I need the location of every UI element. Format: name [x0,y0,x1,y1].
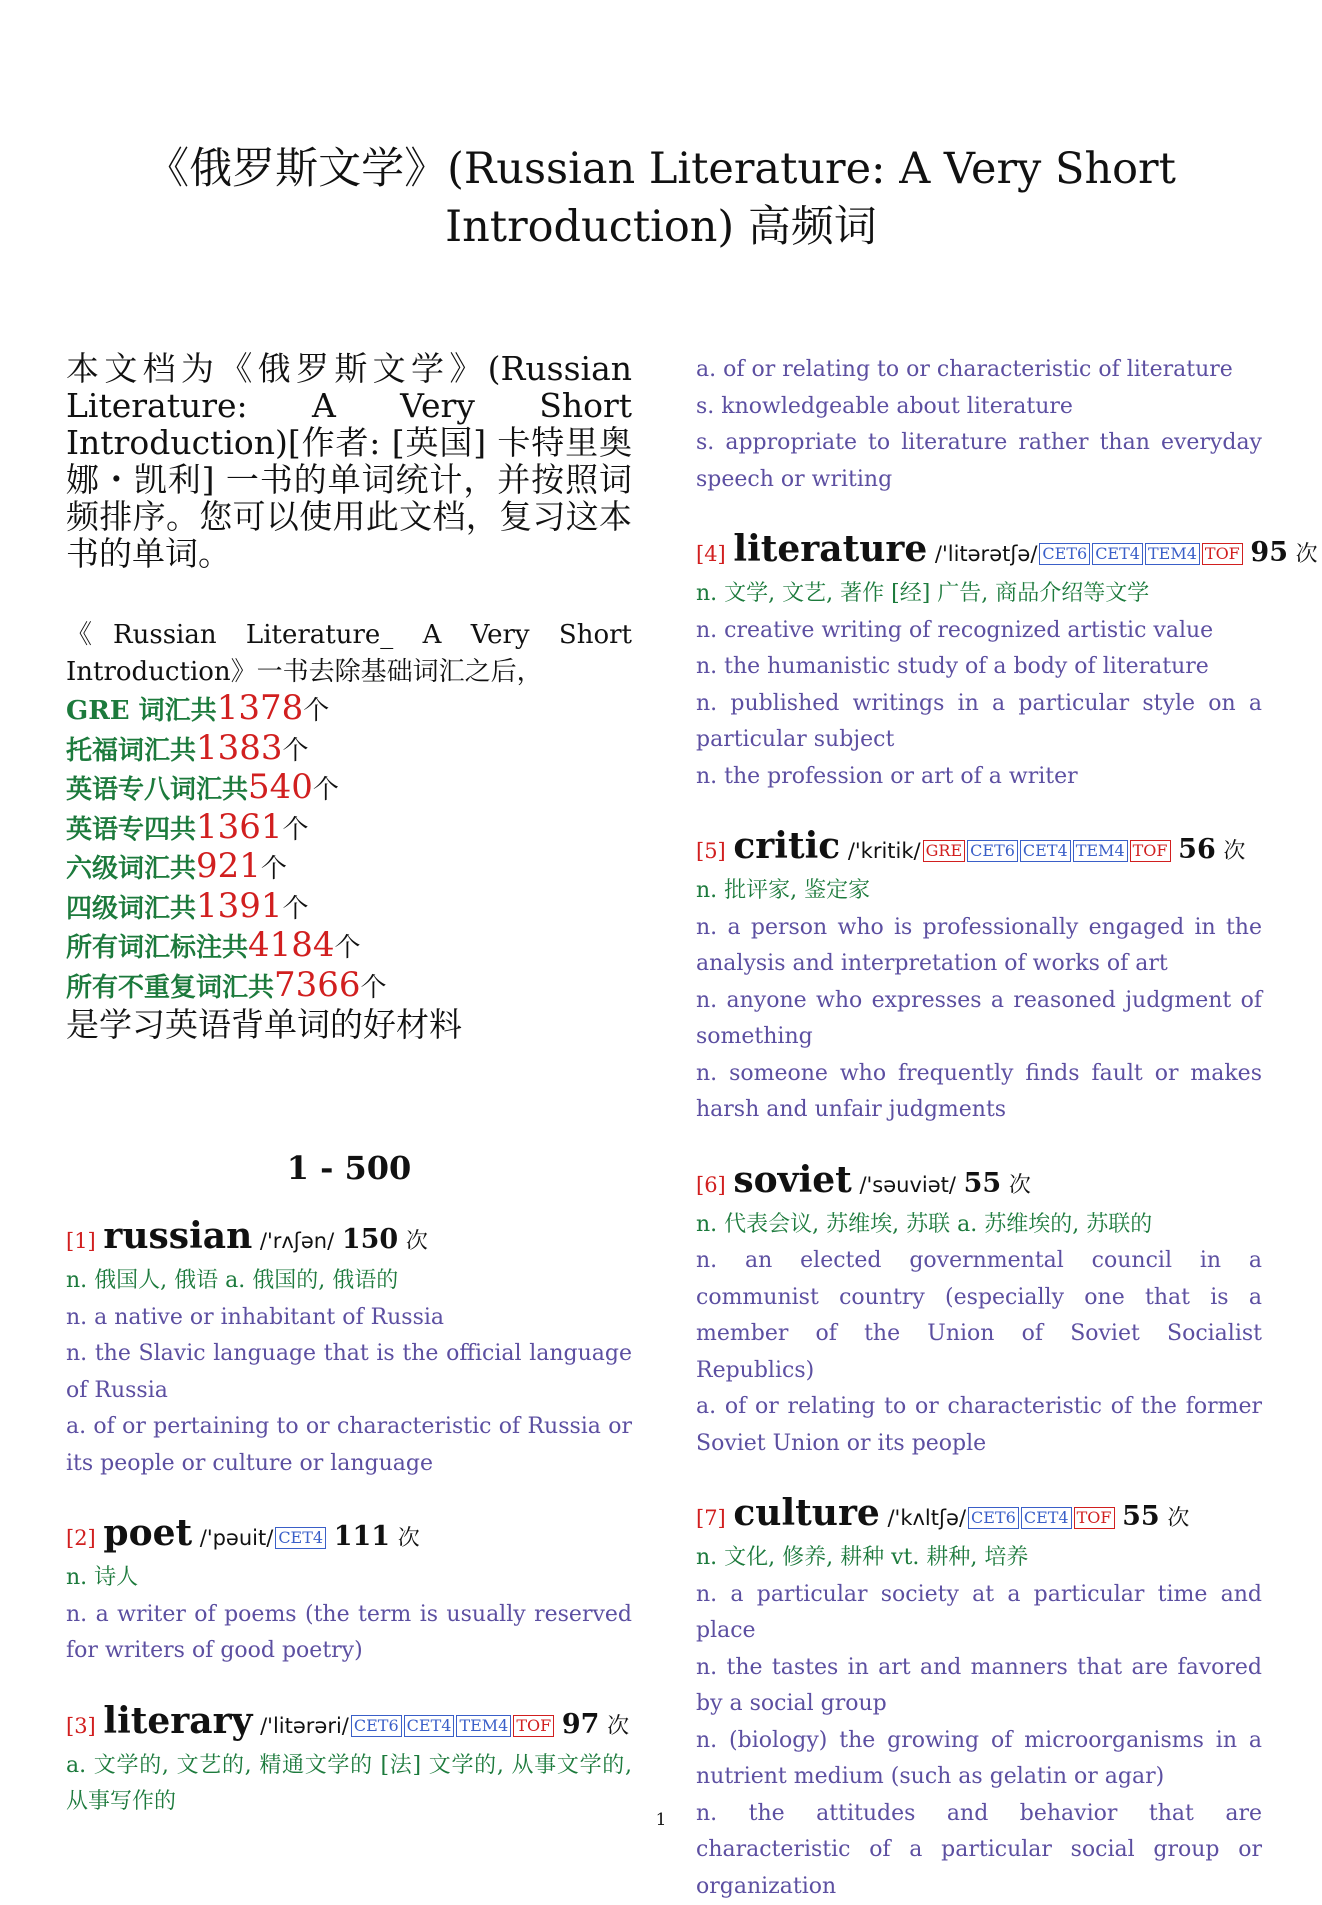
entry-frequency: 95 [1250,537,1288,568]
word-entry [696,1492,1262,1905]
exam-badge: TOF [1202,543,1243,565]
exam-badge: CET4 [1092,543,1143,565]
frequency-unit: 次 [1296,542,1318,567]
stat-unit: 个 [283,736,309,766]
entry-index: [4] [696,542,726,566]
word-entry [696,528,1262,795]
entry-index: [5] [696,839,726,863]
left-column [66,350,632,1821]
english-definition: n. (biology) the growing of microorganisms in a nutrient medium (such as gelatin or agar) [696,1723,1262,1796]
entry-phonetic: /'litərəri/ [260,1714,349,1738]
stat-line [66,769,632,809]
entry-frequency: 56 [1178,834,1216,865]
stat-label: 四级词汇共 [66,894,196,924]
stat-line [66,848,632,888]
stat-count: 1391 [196,886,283,926]
page-title: 《俄罗斯文学》(Russian Literature: A Very Short Introduction) 高频词 [60,140,1262,257]
chinese-definition: n. 诗人 [66,1560,632,1597]
word-entry [66,1700,632,1821]
entry-index: [3] [66,1714,96,1738]
stat-unit: 个 [303,696,329,726]
stat-unit: 个 [313,775,339,805]
entry-phonetic: /'rʌʃən/ [260,1229,334,1253]
exam-badge: CET4 [1021,1507,1072,1529]
english-definition: n. someone who frequently finds fault or makes harsh and unfair judgments [696,1056,1262,1129]
stat-count: 1378 [217,688,304,728]
entry-index: [6] [696,1173,726,1197]
stat-unit: 个 [335,933,361,963]
stat-count: 4184 [248,925,335,965]
stat-line [66,730,632,770]
intro-paragraph: 本文档为《俄罗斯文学》(Russian Literature: A Very Short Introduction)[作者: [英国] 卡特里奥娜・凯利] 一书的单词统计，并按照词频排序。您可以使用此文档，复习这本书的单词。 [66,350,632,572]
english-definition: n. anyone who expresses a reasoned judgment of something [696,983,1262,1056]
english-definition: n. a native or inhabitant of Russia [66,1300,632,1337]
entry-word: russian [103,1215,252,1257]
chinese-definition: n. 文学, 文艺, 著作 [经] 广告, 商品介绍等文学 [696,576,1262,613]
exam-badge: GRE [923,840,966,862]
entry-frequency: 97 [562,1709,600,1740]
stat-label: 英语专四共 [66,815,196,845]
page-number: 1 [0,1810,1322,1830]
entry-frequency: 150 [342,1224,398,1255]
stat-line [66,888,632,928]
frequency-unit: 次 [398,1526,420,1551]
exam-badge: TOF [1130,840,1171,862]
exam-badge: TEM4 [1073,840,1128,862]
english-definition: s. appropriate to literature rather than everyday speech or writing [696,425,1262,498]
english-definition: n. a writer of poems (the term is usually reserved for writers of good poetry) [66,1597,632,1670]
entry-word: literary [103,1700,252,1742]
entry-word: critic [733,825,840,867]
stat-line [66,690,632,730]
entry-index: [7] [696,1506,726,1530]
stat-label: 托福词汇共 [66,736,196,766]
word-entry [696,825,1262,1129]
stats-closing: 是学习英语背单词的好材料 [66,1006,632,1044]
chinese-definition: n. 文化, 修养, 耕种 vt. 耕种, 培养 [696,1540,1262,1577]
english-definition: a. of or relating to or characteristic of literature [696,352,1262,389]
stat-label: 所有词汇标注共 [66,933,248,963]
entry-word: poet [103,1512,192,1554]
entry-phonetic: /'pəuit/ [200,1526,274,1550]
entry-frequency: 55 [1122,1501,1160,1532]
frequency-unit: 次 [1223,839,1245,864]
stat-label: 英语专八词汇共 [66,775,248,805]
entry-head [696,825,1262,873]
stat-line [66,927,632,967]
english-definition: n. the humanistic study of a body of literature [696,649,1262,686]
english-definition: a. of or relating to or characteristic of the former Soviet Union or its people [696,1389,1262,1462]
exam-badge: CET6 [1039,543,1090,565]
stat-line [66,967,632,1007]
exam-badge: CET4 [275,1527,326,1549]
stats-lead: 《Russian Literature_ A Very Short Introduction》一书去除基础词汇之后， [66,617,632,690]
chinese-definition: n. 代表会议, 苏维埃, 苏联 a. 苏维埃的, 苏联的 [696,1207,1262,1244]
word-entry [696,1159,1262,1463]
exam-badge: TOF [513,1715,554,1737]
chinese-definition: a. 文学的, 文艺的, 精通文学的 [法] 文学的, 从事文学的, 从事写作的 [66,1748,632,1821]
chinese-definition: n. 俄国人, 俄语 a. 俄国的, 俄语的 [66,1263,632,1300]
stat-count: 7366 [274,965,361,1005]
stat-unit: 个 [361,973,387,1003]
stat-label: GRE 词汇共 [66,696,217,726]
range-heading: 1 - 500 [66,1149,632,1187]
english-definition: n. the tastes in art and manners that are favored by a social group [696,1650,1262,1723]
entry-word: literature [733,528,927,570]
exam-badge: CET6 [967,840,1018,862]
entry-phonetic: /'səuviət/ [859,1173,956,1197]
entry-head [696,1159,1262,1207]
frequency-unit: 次 [406,1229,428,1254]
entry-head [696,1492,1262,1540]
stat-unit: 个 [283,815,309,845]
word-entry [66,1512,632,1670]
entry-frequency: 111 [334,1521,390,1552]
entry-phonetic: /'litərətʃə/ [935,542,1038,566]
word-entry [66,1215,632,1482]
frequency-unit: 次 [1167,1506,1189,1531]
english-definition: n. published writings in a particular style on a particular subject [696,686,1262,759]
exam-badge: TEM4 [456,1715,511,1737]
frequency-unit: 次 [1009,1173,1031,1198]
entry-phonetic: /'kritik/ [848,839,921,863]
english-definition: n. creative writing of recognized artistic value [696,613,1262,650]
stat-unit: 个 [283,894,309,924]
stat-label: 所有不重复词汇共 [66,973,274,1003]
exam-badge: TEM4 [1145,543,1200,565]
english-definition: n. an elected governmental council in a communist country (especially one that is a member of the Union of Soviet Socialist Republics) [696,1243,1262,1389]
stat-count: 921 [196,846,261,886]
stat-label: 六级词汇共 [66,854,196,884]
entry-head [696,528,1262,576]
exam-badge: TOF [1074,1507,1115,1529]
entry-head [66,1700,632,1748]
entry-phonetic: /'kʌltʃə/ [887,1506,966,1530]
stat-count: 540 [248,767,313,807]
entry-word: culture [733,1492,879,1534]
entry-word: soviet [733,1159,851,1201]
english-definition: n. the profession or art of a writer [696,759,1262,796]
english-definition: a. of or pertaining to or characteristic of Russia or its people or culture or language [66,1409,632,1482]
english-definition: n. the attitudes and behavior that are characteristic of a particular social group or organization [696,1796,1262,1905]
exam-badge: CET6 [968,1507,1019,1529]
entry-head [66,1512,632,1560]
entry-index: [2] [66,1526,96,1550]
stat-count: 1361 [196,807,283,847]
stat-count: 1383 [196,728,283,768]
exam-badge: CET4 [404,1715,455,1737]
english-definition: s. knowledgeable about literature [696,389,1262,426]
frequency-unit: 次 [607,1714,629,1739]
exam-badge: CET6 [351,1715,402,1737]
entry-frequency: 55 [964,1168,1002,1199]
chinese-definition: n. 批评家, 鉴定家 [696,873,1262,910]
english-definition: n. a person who is professionally engaged in the analysis and interpretation of works of art [696,910,1262,983]
english-definition: n. a particular society at a particular time and place [696,1577,1262,1650]
entry-index: [1] [66,1229,96,1253]
exam-badge: CET4 [1020,840,1071,862]
right-column [696,352,1262,1905]
entry-head [66,1215,632,1263]
english-definition: n. the Slavic language that is the official language of Russia [66,1336,632,1409]
vocabulary-stats [66,617,632,1044]
stat-line [66,809,632,849]
stat-unit: 个 [261,854,287,884]
